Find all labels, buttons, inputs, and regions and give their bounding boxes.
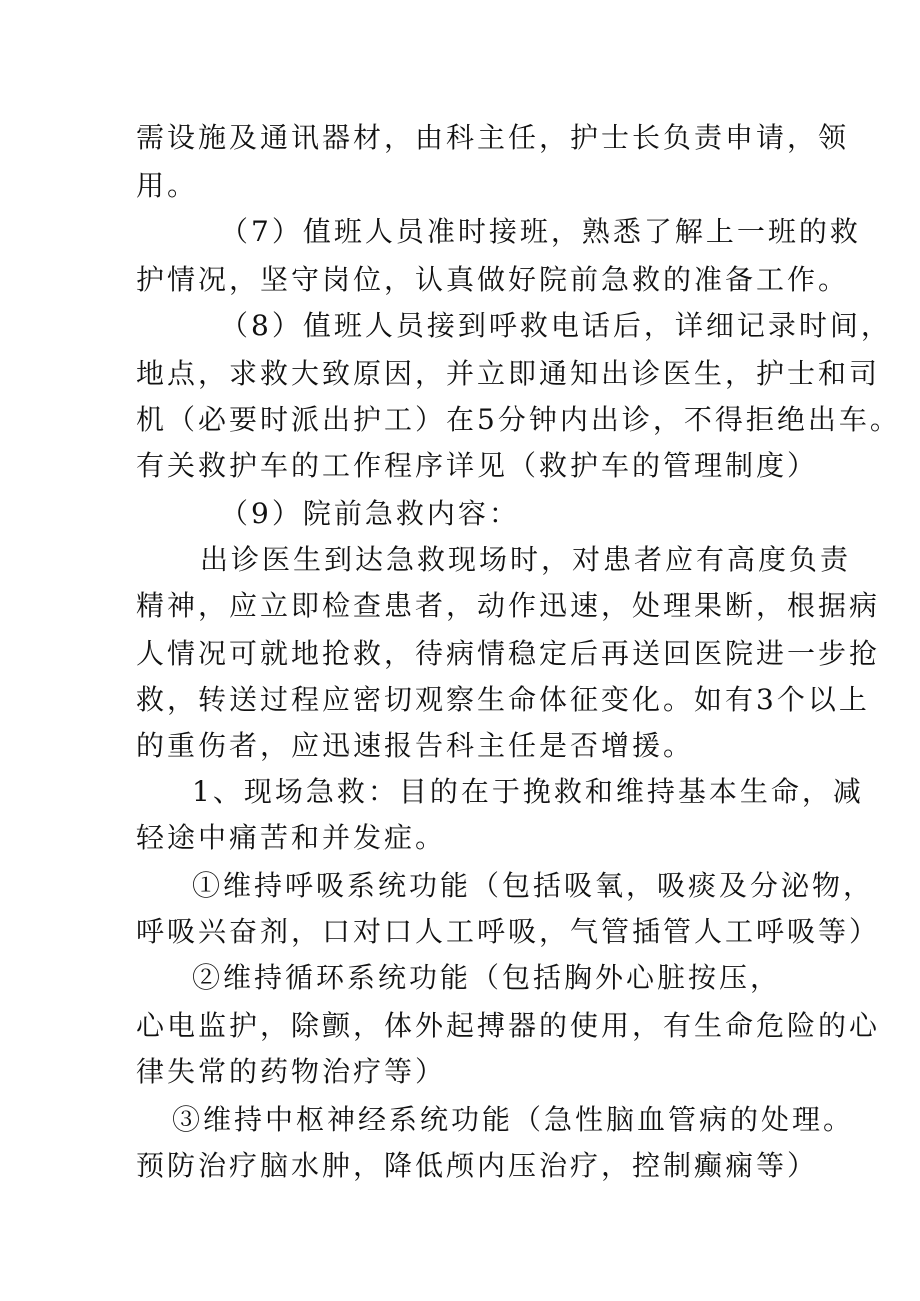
text-line: 护情况，坚守岗位，认真做好院前急救的准备工作。	[136, 263, 850, 296]
text-line: 呼吸兴奋剂，口对口人工呼吸，气管插管人工呼吸等）	[136, 915, 881, 948]
text-line: 精神，应立即检查患者，动作迅速，处理果断，根据病	[136, 589, 881, 622]
text-line: 地点，求救大致原因，并立即通知出诊医生，护士和司	[136, 357, 881, 390]
text-line: 律失常的药物治疗等）	[136, 1055, 447, 1088]
text-line: 人情况可就地抢救，待病情稳定后再送回医院进一步抢	[136, 637, 881, 670]
text-line: 有关救护车的工作程序详见（救护车的管理制度）	[136, 449, 819, 482]
text-line: 1、现场急救：目的在于挽救和维持基本生命，减	[192, 775, 864, 808]
text-line: 的重伤者，应迅速报告科主任是否增援。	[136, 729, 695, 762]
text-line: （7）值班人员准时接班，熟悉了解上一班的救	[220, 215, 861, 248]
text-line: ①维持呼吸系统功能（包括吸氧，吸痰及分泌物，	[192, 869, 875, 902]
text-line: （9）院前急救内容：	[220, 497, 520, 530]
text-line: 轻途中痛苦和并发症。	[136, 821, 447, 854]
text-line: 需设施及通讯器材，由科主任，护士长负责申请，领	[136, 121, 850, 154]
text-line: 预防治疗脑水肿，降低颅内压治疗，控制癫痫等）	[136, 1149, 819, 1182]
text-line: 机（必要时派出护工）在5分钟内出诊，不得拒绝出车。	[136, 403, 901, 436]
text-line: 救，转送过程应密切观察生命体征变化。如有3个以上	[136, 683, 870, 716]
text-line: 出诊医生到达急救现场时，对患者应有高度负责	[200, 543, 852, 576]
text-line: 用。	[136, 169, 199, 202]
text-line: 心电监护，除颤，体外起搏器的使用，有生命危险的心	[136, 1009, 881, 1042]
text-line: （8）值班人员接到呼救电话后，详细记录时间，	[220, 309, 892, 342]
text-line: ③维持中枢神经系统功能（急性脑血管病的处理。	[172, 1103, 855, 1136]
text-line: ②维持循环系统功能（包括胸外心脏按压，	[192, 961, 782, 994]
